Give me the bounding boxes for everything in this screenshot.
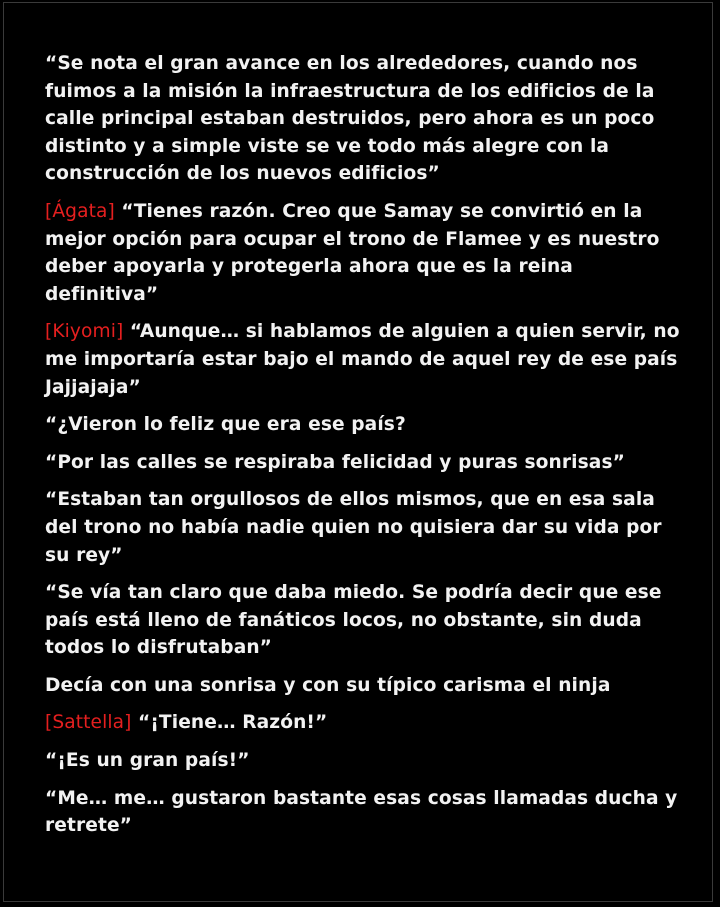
paragraph-7 [45,579,685,662]
paragraph-text: Decía con una sonrisa y con su típico carisma el ninja [45,674,611,696]
paragraph-text: “Aunque… si hablamos de alguien a quien servir, no me importaría estar bajo el mando de aquel rey de ese país Jajjajaja” [45,321,680,398]
paragraph-text: “Tienes razón. Creo que Samay se convirtió en la mejor opción para ocupar el trono de Flamee y es nuestro deber apoyarla y protegerla ahora que es la reina definitiva” [45,200,660,305]
paragraph-text: “Se vía tan claro que daba miedo. Se podría decir que ese país está lleno de fanáticos locos, no obstante, sin duda todos lo disfrutaban” [45,582,662,659]
paragraph-text: “¡Es un gran país!” [45,750,250,772]
speaker-tag-kiyomi: [Kiyomi] [45,321,124,343]
paragraph-text: “Por las calles se respiraba felicidad y puras sonrisas” [45,451,625,473]
paragraph-text: “¡Tiene… Razón!” [138,712,328,734]
paragraph-9 [45,709,685,737]
paragraph-5 [45,449,685,477]
paragraph-2 [45,198,685,308]
paragraph-text: “¿Vieron lo feliz que era ese país? [45,414,406,436]
paragraph-8 [45,672,685,700]
paragraph-text: “Me… me… gustaron bastante esas cosas llamadas ducha y retrete” [45,787,678,837]
paragraph-10 [45,747,685,775]
speaker-tag-sattella: [Sattella] [45,712,132,734]
paragraph-3 [45,318,685,401]
paragraph-11 [45,785,685,840]
speaker-tag-agata: [Ágata] [45,200,115,222]
paragraph-text: “Se nota el gran avance en los alrededores, cuando nos fuimos a la misión la infraestructura de los edificios de la calle principal estaban destruidos, pero ahora es un poco distinto y a simple viste se ve todo más alegre con la construcción de los nuevos edificios” [45,53,655,185]
paragraph-1 [45,50,685,188]
document-body [45,50,685,850]
paragraph-text: “Estaban tan orgullosos de ellos mismos, que en esa sala del trono no había nadie quien no quisiera dar su vida por su rey” [45,489,662,566]
paragraph-6 [45,486,685,569]
paragraph-4 [45,411,685,439]
